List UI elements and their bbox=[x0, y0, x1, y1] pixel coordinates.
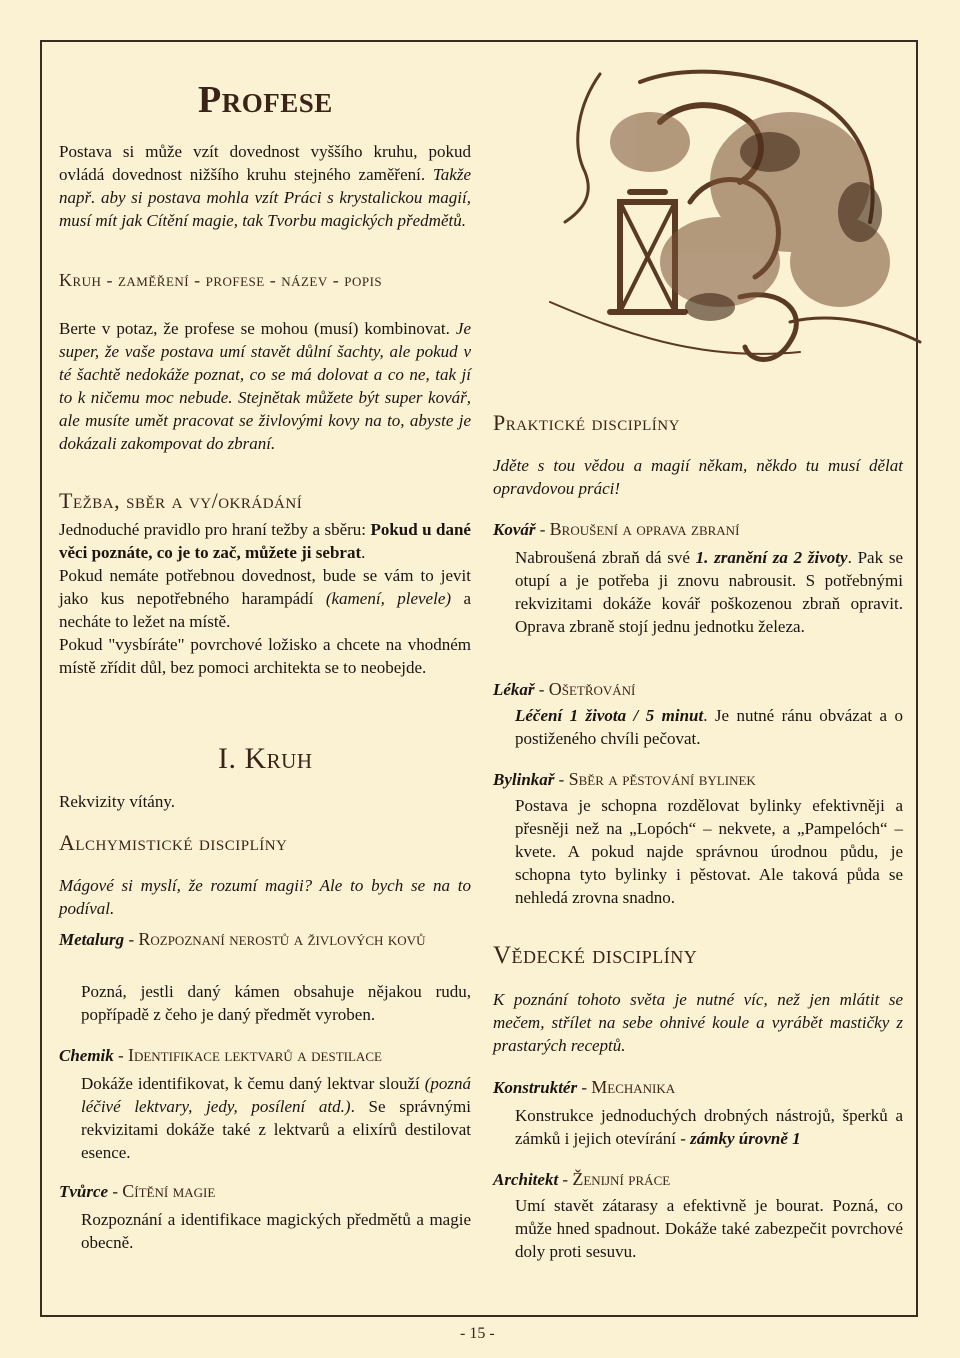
kovar-skill: Broušení a oprava zbraní bbox=[549, 519, 740, 539]
kovar-desc-rule: 1. zranění za 2 životy bbox=[695, 548, 848, 567]
lekar-sep: - bbox=[534, 680, 549, 699]
intro-paragraph bbox=[59, 140, 471, 232]
prakticke-intro: Jděte s tou vědou a magií někam, někdo tu musí dělat opravdovou práci! bbox=[493, 456, 903, 498]
lekar-desc-text: . Je nutné ránu obvázat a o postiženého chvíli pečovat. bbox=[515, 706, 903, 748]
lekar-skill: Ošetřování bbox=[548, 679, 636, 699]
combine-paragraph bbox=[59, 317, 471, 455]
metalurg-label: Metalurg bbox=[59, 930, 125, 949]
tvurce-label: Tvůrce bbox=[59, 1182, 109, 1201]
combine-text: Berte v potaz, že profese se mohou (musí) kombinovat. bbox=[59, 319, 456, 338]
chemik-desc-end: . Se správnými rekvizitami dokáže také z lektvarů a elixírů destilovat esence. bbox=[81, 1097, 471, 1162]
chemik-desc-example: (pozná léčivé lektvary, jedy, posílení atd.) bbox=[81, 1074, 471, 1116]
metalurg-desc: Pozná, jestli daný kámen obsahuje nějakou rudu, popřípadě z čeho je daný předmět vyroben. bbox=[81, 982, 471, 1024]
kovar-sep: - bbox=[535, 520, 550, 539]
vedecke-intro: K poznání tohoto světa je nutné víc, než jen mlátit se mečem, střílet na sebe ohnivé koule a vyrábět mastičky z prastarých receptů. bbox=[493, 990, 903, 1055]
lekar-desc bbox=[515, 704, 903, 750]
kovar-desc bbox=[515, 546, 903, 638]
tezba-paragraph bbox=[59, 518, 471, 679]
metalurg-sep: - bbox=[124, 930, 139, 949]
architekt-sep: - bbox=[558, 1170, 573, 1189]
format-line: Kruh - zaměření - profese - název - popis bbox=[59, 270, 383, 290]
tvurce-title bbox=[59, 1180, 471, 1203]
konstrukter-title bbox=[493, 1076, 903, 1099]
bylinkar-title bbox=[493, 768, 903, 791]
tvurce-desc: Rozpoznání a identifikace magických předmětů a magie obecně. bbox=[81, 1210, 471, 1252]
konstrukter-label: Konstruktér bbox=[493, 1078, 578, 1097]
tvurce-skill: Cítění magie bbox=[122, 1181, 216, 1201]
chemik-desc-text: Dokáže identifikovat, k čemu daný lektvar slouží bbox=[81, 1074, 425, 1093]
kovar-title bbox=[493, 518, 903, 541]
chemik-title bbox=[59, 1044, 479, 1067]
bylinkar-desc: Postava je schopna rozdělovat bylinky efektivněji a přesněji než na „Lopóch“ – nekvete, a „Pampelóch“ – kvete. A pokud najde správnou úrodnou půdu, je schopna tyto bylinky i pěstovat. Ale taková půda se nehledá zrovna snadno. bbox=[515, 796, 903, 907]
metalurg-skill: Rozpoznaní nerostů a živlových kovů bbox=[138, 929, 426, 949]
combine-example: Je super, že vaše postava umí stavět důlní šachty, ale pokud v té šachtě nedokáže poznat, co se má dolovat a co ne, tak jí to k ničemu moc nebude. Stejnětak můžete být super kovář, ale musíte umět pracovat se živlovými kovy na to, abyste je dokázali zakompovat do zbraní. bbox=[59, 319, 471, 453]
tvurce-sep: - bbox=[108, 1182, 123, 1201]
konstrukter-desc bbox=[515, 1104, 903, 1150]
intro-example: Takže např. aby si postava mohla vzít Práci s krystalickou magií, musí mít jak Cítění magie, tak Tvorbu magických předmětů. bbox=[59, 165, 471, 230]
bylinkar-sep: - bbox=[554, 770, 569, 789]
konstrukter-desc-text: Konstrukce jednoduchých drobných nástrojů, šperků a zámků i jejich otevírání - bbox=[515, 1106, 903, 1148]
architekt-label: Architekt bbox=[493, 1170, 559, 1189]
page-title: Profese bbox=[198, 79, 333, 121]
bylinkar-label: Bylinkař bbox=[493, 770, 555, 789]
kovar-label: Kovář bbox=[493, 520, 536, 539]
chemik-desc bbox=[81, 1072, 471, 1164]
rekvizity-text: Rekvizity vítány. bbox=[59, 792, 175, 811]
lekar-title bbox=[493, 678, 903, 701]
architekt-title bbox=[493, 1168, 903, 1191]
kovar-desc-end: . Pak se otupí a je potřeba ji znovu nabrousit. S potřebnými rekvizitami dokáže kovář poškozenou zbraň opravit. Oprava zbraně stojí jednu jednotku železa. bbox=[515, 548, 903, 636]
architekt-skill: Ženijní práce bbox=[572, 1169, 671, 1189]
tezba-missing: Pokud nemáte potřebnou dovednost, bude se vám to jevit jako kus nepotřebného harampádí bbox=[59, 566, 471, 608]
lekar-label: Lékař bbox=[493, 680, 535, 699]
tezba-rule: Jednoduché pravidlo pro hraní težby a sběru: bbox=[59, 520, 371, 539]
konstrukter-sep: - bbox=[577, 1078, 592, 1097]
intro-text: Postava si může vzít dovednost vyššího kruhu, pokud ovládá dovednost nižšího kruhu stejného zaměření. bbox=[59, 142, 471, 184]
prakticke-heading: Praktické disciplíny bbox=[493, 410, 680, 435]
page-number: - 15 - bbox=[460, 1325, 495, 1342]
chemik-skill: Identifikace lektvarů a destilace bbox=[127, 1045, 382, 1065]
vedecke-heading: Vědecké disciplíny bbox=[493, 942, 698, 969]
alchem-intro: Mágové si myslí, že rozumí magii? Ale to bych se na to podíval. bbox=[59, 876, 471, 918]
tezba-mine: Pokud "vysbíráte" povrchové ložisko a chcete na vhodném místě zřídit důl, bez pomoci architekta se to neobejde. bbox=[59, 635, 471, 677]
kruh-heading: I. Kruh bbox=[218, 742, 313, 775]
lekar-desc-rule: Léčení 1 života / 5 minut bbox=[515, 706, 704, 725]
tezba-heading: Težba, sběr a vy/okrádání bbox=[59, 488, 303, 513]
metalurg-title bbox=[59, 928, 471, 951]
chemik-label: Chemik bbox=[59, 1046, 114, 1065]
architekt-desc: Umí stavět zátarasy a efektivně je bourat. Pozná, co může hned spadnout. Dokáže také zabezpečit povrchové doly proti sesuvu. bbox=[515, 1196, 903, 1261]
tezba-rule-end: . bbox=[361, 543, 366, 562]
tezba-rule-bold: Pokud u dané věci poznáte, co je to zač, můžete ji sebrat bbox=[59, 520, 471, 562]
bylinkar-skill: Sběr a pěstování bylinek bbox=[568, 769, 756, 789]
konstrukter-skill: Mechanika bbox=[591, 1077, 676, 1097]
chemik-sep: - bbox=[113, 1046, 128, 1065]
miner-lantern-illustration bbox=[540, 62, 930, 397]
tezba-missing-end: a necháte to ležet na místě. bbox=[59, 589, 472, 631]
tezba-missing-example: (kamení, plevele) bbox=[325, 589, 452, 608]
alchem-heading: Alchymistické disciplíny bbox=[59, 830, 288, 855]
konstrukter-desc-level: zámky úrovně 1 bbox=[690, 1129, 801, 1148]
kovar-desc-text: Nabroušená zbraň dá své bbox=[515, 548, 696, 567]
